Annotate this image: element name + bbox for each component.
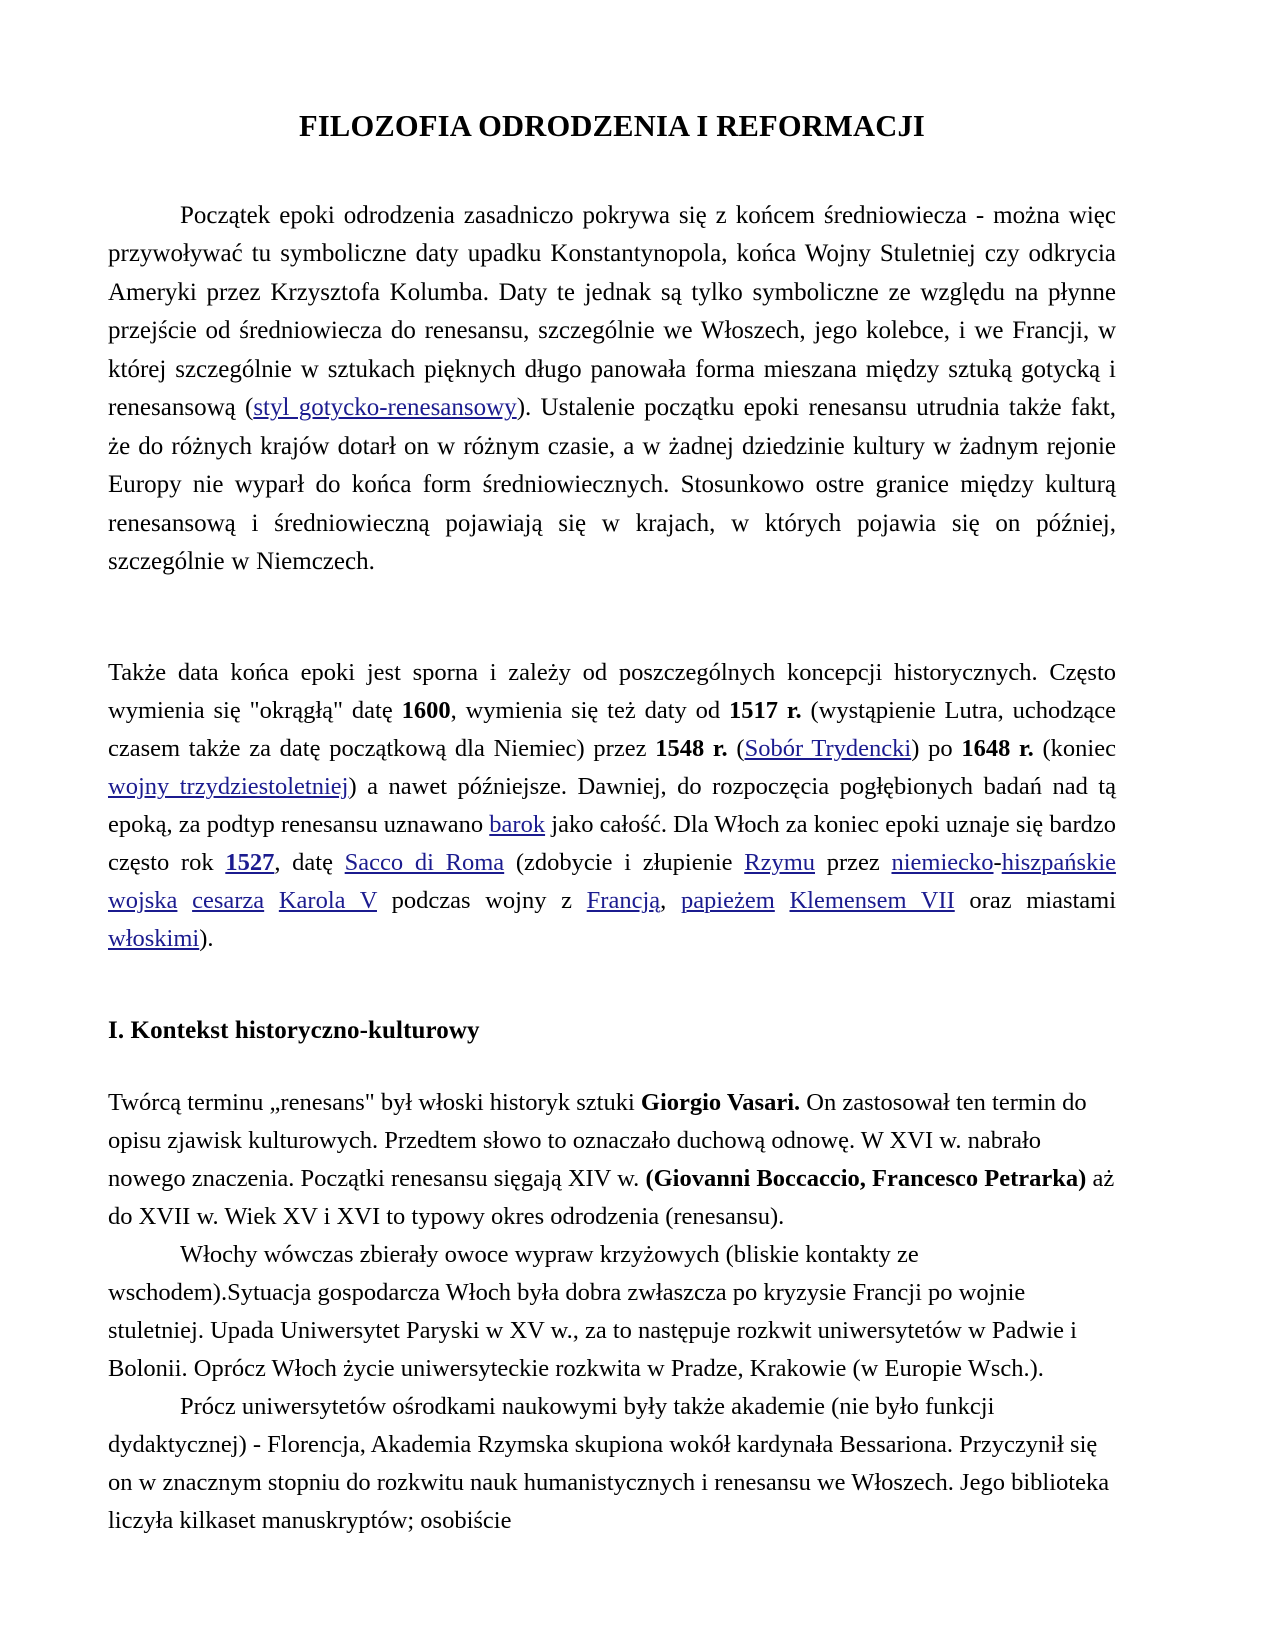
bold-date-1517: 1517 r. (729, 696, 802, 724)
dates-text-run-11: przez (815, 848, 892, 876)
intro-paragraph (108, 197, 1116, 582)
link-papiezem[interactable]: papieżem (680, 886, 775, 914)
dates-text-run-7: ) a nawet późniejsze. Dawniej, do rozpoczęcia pogłębionych badań nad tą epoką, za podtyp renesansu uznawano (108, 772, 1116, 838)
dates-text-run-20: ). (199, 924, 214, 952)
body-paragraph-2 (108, 1236, 1116, 1388)
link-karola-v[interactable]: Karola V (278, 886, 377, 914)
dates-text-run-10: (zdobycie i złupienie (504, 848, 745, 876)
link-francja[interactable]: Francją (586, 886, 661, 914)
dates-text-run-19: oraz miastami (954, 886, 1117, 914)
link-wojny-trzydziestoletniej[interactable]: wojny trzydziestoletniej (108, 772, 349, 800)
link-sobor-trydencki[interactable]: Sobór Trydencki (744, 734, 912, 762)
link-styl-gotycko-renesansowy[interactable]: styl gotycko-renesansowy (253, 394, 517, 422)
link-1527[interactable]: 1527 (225, 848, 275, 876)
body-paragraph-1 (108, 1084, 1116, 1236)
link-wojska[interactable]: wojska (108, 886, 178, 914)
intro-text-run-1: Początek epoki odrodzenia zasadniczo pokrywa się z końcem średniowiecza - można więc przywoływać tu symboliczne daty upadku Konstantynopola, końca Wojny Stuletniej czy odkrycia Ameryki przez Krzysztofa Kolumba. Daty te jednak są tylko symboliczne ze względu na płynne przejście od średniowiecza do renesansu, szczególnie we Włoszech, jego kolebce, i we Francji, w której szczególnie w sztukach pięknych długo panowała forma mieszana między sztuką gotycką i renesansową ( (108, 201, 1116, 422)
dates-text-run-16: podczas wojny z (376, 886, 587, 914)
dates-paragraph (108, 654, 1116, 958)
dates-text-run-6: (koniec (1033, 734, 1116, 762)
dates-text-run-17: , (660, 886, 681, 914)
link-barok[interactable]: barok (489, 810, 546, 838)
body-text-run-1: Twórcą terminu „renesans" był włoski historyk sztuki (108, 1088, 641, 1116)
dates-text-run-2: , wymienia się też daty od (450, 696, 730, 724)
bold-date-1648: 1648 r. (961, 734, 1034, 762)
link-hiszpanskie[interactable]: hiszpańskie (1001, 848, 1117, 876)
dates-text-run-3: (wystąpienie Lutra, uchodzące czasem także za datę początkową dla Niemiec) przez (108, 696, 1116, 762)
body-text-run-3: aż do XVII w. Wiek XV i XVI to typowy okres odrodzenia (renesansu). (108, 1164, 1115, 1230)
dates-text-run-1: Także data końca epoki jest sporna i zależy od poszczególnych koncepcji historycznych. Często wymienia się "okrągłą" datę (108, 658, 1116, 724)
dates-text-run-9: , datę (274, 848, 345, 876)
bold-names-boccaccio-petrarka: (Giovanni Boccaccio, Francesco Petrarka) (645, 1164, 1087, 1192)
body-2-text-run-1: Włochy wówczas zbierały owoce wypraw krzyżowych (bliskie kontakty ze wschodem).Sytuacja gospodarcza Włoch była dobra zwłaszcza po kryzysie Francji po wojnie stuletniej. Upada Uniwersytet Paryski w XV w., za to następuje rozkwit uniwersytetów w Padwie i Bolonii. Oprócz Włoch życie uniwersyteckie rozkwita w Pradze, Krakowie (w Europie Wsch.). (108, 1240, 1077, 1382)
dates-text-run-18 (775, 887, 790, 914)
body-text-run-2: On zastosował ten termin do opisu zjawisk kulturowych. Przedtem słowo to oznaczało duchową odnowę. W XVI w. nabrało nowego znaczenia. Początki renesansu sięgają XIV w. (108, 1088, 1087, 1192)
link-rzymu[interactable]: Rzymu (744, 848, 816, 876)
link-cesarza[interactable]: cesarza (192, 886, 265, 914)
bold-date-1600: 1600 (401, 696, 451, 724)
body-paragraph-3 (108, 1388, 1116, 1540)
dates-text-run-8: jako całość. Dla Włoch za koniec epoki uznaje się bardzo często rok (108, 810, 1116, 876)
link-klemensem-vii[interactable]: Klemensem VII (789, 886, 955, 914)
hyphen-separator: - (993, 848, 1002, 876)
dates-text-run-14 (177, 887, 192, 914)
link-sacco-di-roma[interactable]: Sacco di Roma (344, 848, 505, 876)
body-3-text-run-1: Prócz uniwersytetów ośrodkami naukowymi były także akademie (nie było funkcji dydaktycznej) - Florencja, Akademia Rzymska skupiona wokół kardynała Bessariona. Przyczynił się on w znacznym stopniu do rozkwitu nauk humanistycznych i renesansu we Włoszech. Jego biblioteka liczyła kilkaset manuskryptów; osobiście (108, 1392, 1110, 1534)
document-content (108, 0, 1116, 1540)
link-niemiecko[interactable]: niemiecko (891, 848, 994, 876)
link-wloskimi[interactable]: włoskimi (108, 924, 200, 952)
intro-text-run-2: ). Ustalenie początku epoki renesansu utrudnia także fakt, że do różnych krajów dotarł on w różnym czasie, a w żadnej dziedzinie kultury w żadnym rejonie Europy nie wyparł do końca form średniowiecznych. Stosunkowo ostre granice między kulturą renesansową i średniowieczną pojawiają się w krajach, w których pojawia się on później, szczególnie w Niemczech. (108, 394, 1116, 576)
section-heading-kontekst-historyczno-kulturowy: I. Kontekst historyczno-kulturowy (108, 1016, 480, 1044)
page-title: FILOZOFIA ODRODZENIA I REFORMACJI (299, 109, 925, 143)
bold-date-1548: 1548 r. (655, 734, 728, 762)
dates-text-run-15 (264, 887, 279, 914)
dates-text-run-4: ( (727, 734, 745, 762)
dates-text-run-5: ) po (911, 734, 962, 762)
bold-name-giorgio-vasari: Giorgio Vasari. (640, 1088, 801, 1116)
